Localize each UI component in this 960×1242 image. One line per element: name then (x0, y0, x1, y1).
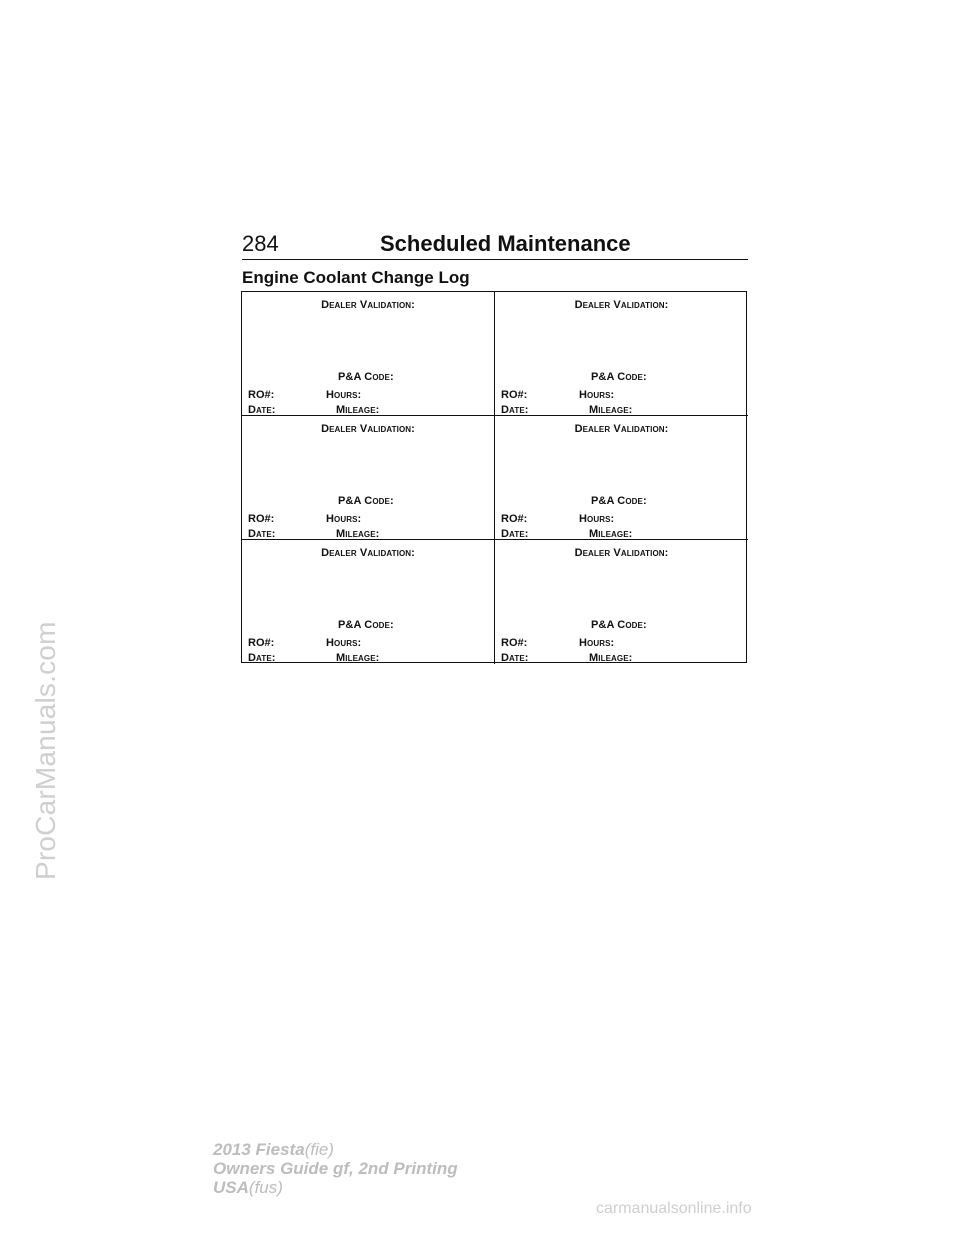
hours-label: Hours: (579, 389, 615, 401)
coolant-change-log-table (241, 291, 747, 663)
date-label: Date: (248, 652, 276, 664)
dealer-validation-label: Dealer Validation: (574, 423, 669, 435)
log-entry-cell (242, 540, 495, 664)
date-label: Date: (501, 528, 529, 540)
section-title: Scheduled Maintenance (380, 231, 631, 256)
page-number: 284 (242, 231, 279, 256)
date-label: Date: (501, 652, 529, 664)
log-entry-cell (242, 292, 495, 416)
document-footer (213, 1140, 458, 1197)
hours-label: Hours: (579, 637, 615, 649)
hours-label: Hours: (326, 513, 362, 525)
pa-code-label: P&A Code: (591, 619, 647, 631)
dealer-validation-label: Dealer Validation: (321, 423, 415, 435)
dealer-validation-label: Dealer Validation: (321, 547, 415, 559)
footer-model-code: (fie) (304, 1140, 334, 1159)
date-label: Date: (248, 528, 276, 540)
pa-code-label: P&A Code: (591, 495, 647, 507)
watermark-procarmanuals: ProCarManuals.com (30, 621, 61, 880)
mileage-label: Mileage: (336, 528, 380, 540)
watermark-carmanualsonline: carmanualsonline.info (596, 1200, 752, 1217)
ro-number-label: RO#: (248, 513, 275, 525)
date-label: Date: (248, 404, 276, 416)
ro-number-label: RO#: (501, 389, 528, 401)
dealer-validation-label: Dealer Validation: (574, 299, 669, 311)
mileage-label: Mileage: (589, 528, 633, 540)
mileage-label: Mileage: (589, 404, 633, 416)
mileage-label: Mileage: (336, 652, 380, 664)
log-entry-cell (495, 540, 748, 664)
footer-model: 2013 Fiesta (213, 1140, 305, 1159)
ro-number-label: RO#: (501, 637, 528, 649)
pa-code-label: P&A Code: (591, 371, 647, 383)
ro-number-label: RO#: (248, 389, 275, 401)
footer-line-2: Owners Guide gf, 2nd Printing (213, 1159, 458, 1178)
pa-code-label: P&A Code: (338, 619, 394, 631)
hours-label: Hours: (326, 389, 362, 401)
log-entry-cell (495, 292, 748, 416)
pa-code-label: P&A Code: (338, 495, 394, 507)
footer-market-code: (fus) (248, 1178, 283, 1197)
footer-line-3 (213, 1178, 458, 1197)
dealer-validation-label: Dealer Validation: (321, 299, 415, 311)
ro-number-label: RO#: (501, 513, 528, 525)
pa-code-label: P&A Code: (338, 371, 394, 383)
footer-line-1 (213, 1140, 458, 1159)
date-label: Date: (501, 404, 529, 416)
ro-number-label: RO#: (248, 637, 275, 649)
dealer-validation-label: Dealer Validation: (574, 547, 669, 559)
log-entry-cell (242, 416, 495, 540)
footer-market: USA (213, 1178, 249, 1197)
page-header (242, 229, 748, 260)
log-title: Engine Coolant Change Log (242, 268, 470, 287)
log-entry-cell (495, 416, 748, 540)
hours-label: Hours: (326, 637, 362, 649)
mileage-label: Mileage: (589, 652, 633, 664)
mileage-label: Mileage: (336, 404, 380, 416)
hours-label: Hours: (579, 513, 615, 525)
